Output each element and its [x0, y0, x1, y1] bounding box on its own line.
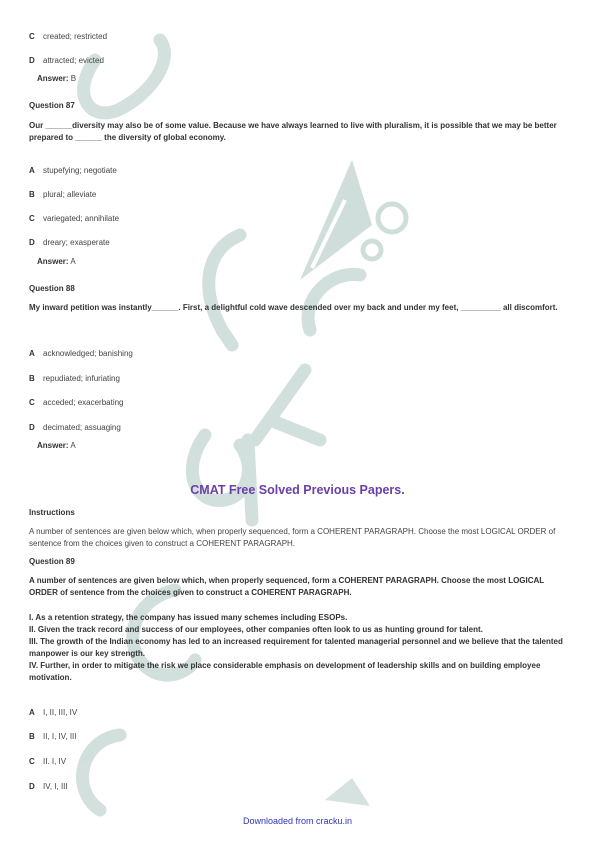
question-heading: Question 88 — [29, 284, 75, 293]
option-letter: A — [29, 708, 35, 717]
answer-label: Answer: — [37, 257, 69, 266]
option-letter: D — [29, 238, 35, 247]
question-text: My inward petition was instantly______. First, a delightful cold wave descended over my back and under my feet, _________ all discomfort. — [29, 303, 558, 312]
option-letter: A — [29, 166, 35, 175]
option-text: decimated; assuaging — [43, 423, 121, 432]
option-letter: A — [29, 349, 35, 358]
question-heading: Question 89 — [29, 557, 75, 566]
question-text: A number of sentences are given below which, when properly sequenced, form a COHERENT PARAGRAPH. Choose the most LOGICAL ORDER of sentence from the choices given to construct a COHERENT PARAGRAPH. — [29, 576, 545, 597]
option-letter: B — [29, 190, 35, 199]
option-text: acknowledged; banishing — [43, 349, 133, 358]
instructions-heading: Instructions — [29, 508, 75, 517]
option-text: I, II, III, IV — [43, 708, 78, 717]
cmat-papers-link[interactable]: CMAT Free Solved Previous Papers. — [190, 483, 405, 497]
statements-block — [29, 612, 569, 684]
option-text: II. I, IV — [43, 757, 67, 766]
download-link[interactable]: Downloaded from cracku.in — [242, 816, 353, 826]
question-text: Our ______diversity may also be of some value. Because we have always learned to live with pluralism, it is possible that we may be better prepared to ______ the diversity of global economy. — [29, 121, 557, 142]
answer-line — [37, 257, 76, 266]
option-letter: D — [29, 56, 35, 65]
option-letter: C — [29, 757, 35, 766]
option-letter: B — [29, 374, 35, 383]
answer-line — [37, 74, 76, 83]
option-text: stupefying; negotiate — [43, 166, 117, 175]
option-text: acceded; exacerbating — [43, 398, 124, 407]
option-text: dreary; exasperate — [43, 238, 110, 247]
option-text: attracted; evicted — [43, 56, 104, 65]
instructions-text: A number of sentences are given below which, when properly sequenced, form a COHERENT PARAGRAPH. Choose the most LOGICAL ORDER of sentence from the choices given to construct a COHERENT PARAGRAPH. — [29, 527, 556, 548]
option-text: II, I, IV, III — [43, 732, 77, 741]
option-letter: C — [29, 214, 35, 223]
answer-value: A — [70, 441, 76, 450]
option-text: variegated; annihilate — [43, 214, 120, 223]
answer-line — [37, 441, 76, 450]
option-text: created; restricted — [43, 32, 108, 41]
question-heading: Question 87 — [29, 101, 75, 110]
option-letter: D — [29, 423, 35, 432]
option-text: repudiated; infuriating — [43, 374, 120, 383]
statement: I. As a retention strategy, the company has issued many schemes including ESOPs. — [29, 613, 348, 622]
option-text: plural; alleviate — [43, 190, 97, 199]
option-letter: D — [29, 782, 35, 791]
answer-value: B — [70, 74, 77, 83]
option-letter: B — [29, 732, 35, 741]
answer-label: Answer: — [37, 441, 69, 450]
statement: II. Given the track record and success of our employees, other companies often look to us as hunting ground for talent. — [29, 625, 483, 634]
option-letter: C — [29, 32, 35, 41]
answer-label: Answer: — [37, 74, 69, 83]
answer-value: A — [70, 257, 76, 266]
option-letter: C — [29, 398, 35, 407]
option-text: IV, I, III — [43, 782, 68, 791]
statement: IV. Further, in order to mitigate the risk we place considerable emphasis on development of leadership skills and on building employee motivation. — [29, 661, 541, 682]
statement: III. The growth of the Indian economy has led to an increased requirement for talented managerial personnel and we believe that the talented manpower is our key strength. — [29, 637, 563, 658]
